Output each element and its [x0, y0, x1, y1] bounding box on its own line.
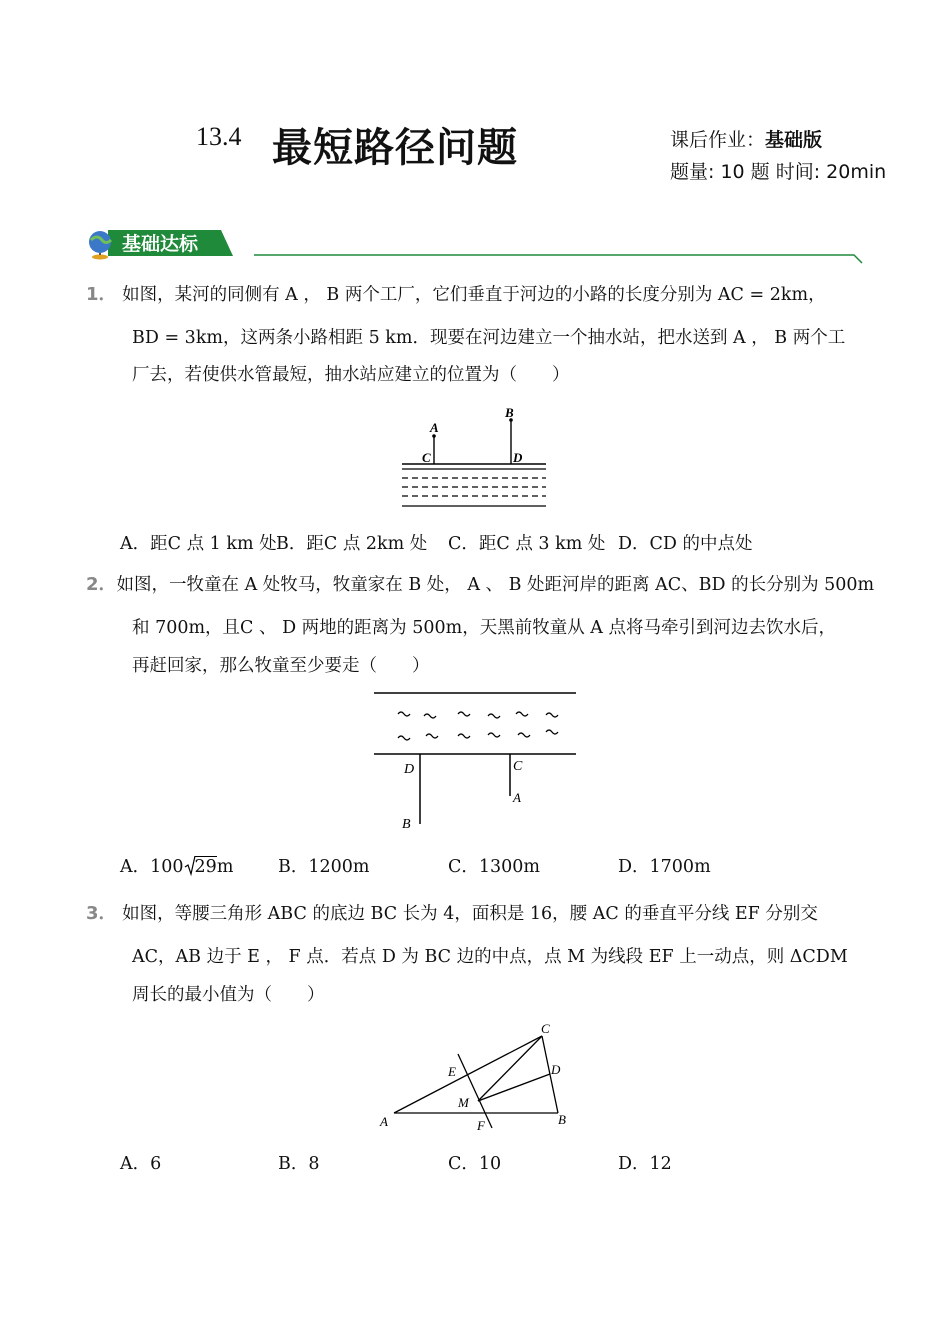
q2-water-waves — [398, 712, 558, 740]
q1-figure — [400, 402, 548, 514]
q3-label-c: C — [541, 1021, 550, 1036]
banner-rule — [254, 255, 862, 263]
q1-label-c: C — [422, 450, 431, 465]
q3-option-b[interactable]: B．8 — [278, 1154, 320, 1174]
q3-label-f: F — [477, 1118, 485, 1133]
q1-option-d[interactable]: D．CD 的中点处 — [618, 534, 753, 554]
q3-number: 3． — [86, 903, 117, 924]
q2-line2: 和 700m，且C 、 D 两地的距离为 500m，天黑前牧童从 A 点将马牵引到河边去饮水后， — [132, 618, 836, 638]
q2-option-a-unit: m — [216, 857, 234, 877]
q3-label-a: A — [380, 1114, 388, 1129]
page-title: 最短路径问题 — [272, 125, 518, 171]
q1-option-c[interactable]: C．距C 点 3 km 处 — [448, 534, 606, 554]
q2-line1 — [86, 575, 874, 595]
q2-option-c[interactable]: C．1300m — [448, 857, 541, 877]
q2-label-b: B — [402, 817, 411, 832]
q2-label-c: C — [513, 759, 523, 774]
q1-line1 — [86, 285, 826, 305]
section-banner — [86, 226, 866, 268]
q3-line1 — [86, 904, 818, 924]
q2-option-a-radicand: 29 — [194, 857, 217, 877]
banner-graphic — [86, 226, 866, 268]
q3-label-e: E — [448, 1064, 456, 1079]
banner-label: 基础达标 — [122, 233, 199, 255]
q3-label-m: M — [458, 1095, 469, 1110]
q1-line2: BD = 3km，这两条小路相距 5 km．现要在河边建立一个抽水站，把水送到 A ， B 两个工 — [132, 328, 846, 348]
q1-label-b: B — [505, 405, 514, 420]
q2-option-d[interactable]: D．1700m — [618, 857, 711, 877]
q3-label-d: D — [551, 1062, 561, 1077]
q2-option-a[interactable] — [120, 853, 233, 878]
homework-level: 基础版 — [765, 129, 823, 151]
q1-text1: 如图，某河的同侧有 A ， B 两个工厂，它们垂直于河边的小路的长度分别为 AC = 2km， — [122, 285, 826, 305]
q3-segment-md — [478, 1074, 550, 1101]
q1-option-b[interactable]: B．距C 点 2km 处 — [276, 534, 428, 554]
homework-meta: 题量: 10 题 时间: 20min — [670, 161, 887, 183]
q1-line3: 厂去，若使供水管最短，抽水站应建立的位置为（ ） — [132, 365, 570, 385]
q1-label-d: D — [513, 450, 523, 465]
q2-label-d: D — [404, 762, 415, 777]
q3-figure — [378, 1018, 578, 1142]
q3-line2: AC，AB 边于 E ， F 点．若点 D 为 BC 边的中点，点 M 为线段 EF 上一动点，则 ΔCDM — [132, 947, 848, 967]
q2-option-b[interactable]: B．1200m — [278, 857, 370, 877]
globe-icon — [89, 231, 111, 260]
q2-number: 2． — [86, 574, 117, 595]
q2-figure — [372, 688, 578, 838]
q3-option-a[interactable]: A．6 — [120, 1154, 162, 1174]
homework-label: 课后作业： — [670, 129, 766, 151]
section-number: 13.4 — [196, 122, 242, 151]
q2-text1: 如图，一牧童在 A 处牧马，牧童家在 B 处， A 、 B 处距河岸的距离 AC、BD 的长分别为 500m — [116, 575, 875, 595]
q1-number: 1． — [86, 284, 117, 305]
q2-line3: 再赶回家，那么牧童至少要走（ ） — [132, 656, 430, 676]
q2-option-a-prefix: A．100 — [120, 857, 184, 877]
sqrt-expression — [184, 857, 217, 877]
q3-label-b: B — [558, 1112, 566, 1127]
q1-option-a[interactable]: A．距C 点 1 km 处 — [120, 534, 277, 554]
q3-option-d[interactable]: D．12 — [618, 1154, 672, 1174]
q3-option-c[interactable]: C．10 — [448, 1154, 502, 1174]
q2-label-a: A — [513, 790, 521, 805]
q3-text1: 如图，等腰三角形 ABC 的底边 BC 长为 4，面积是 16，腰 AC 的垂直平分线 EF 分别交 — [122, 904, 818, 924]
q1-label-a: A — [430, 420, 439, 435]
homework-level-line — [670, 125, 822, 152]
q3-line3: 周长的最小值为（ ） — [132, 985, 325, 1005]
q3-segment-cm — [478, 1036, 542, 1101]
